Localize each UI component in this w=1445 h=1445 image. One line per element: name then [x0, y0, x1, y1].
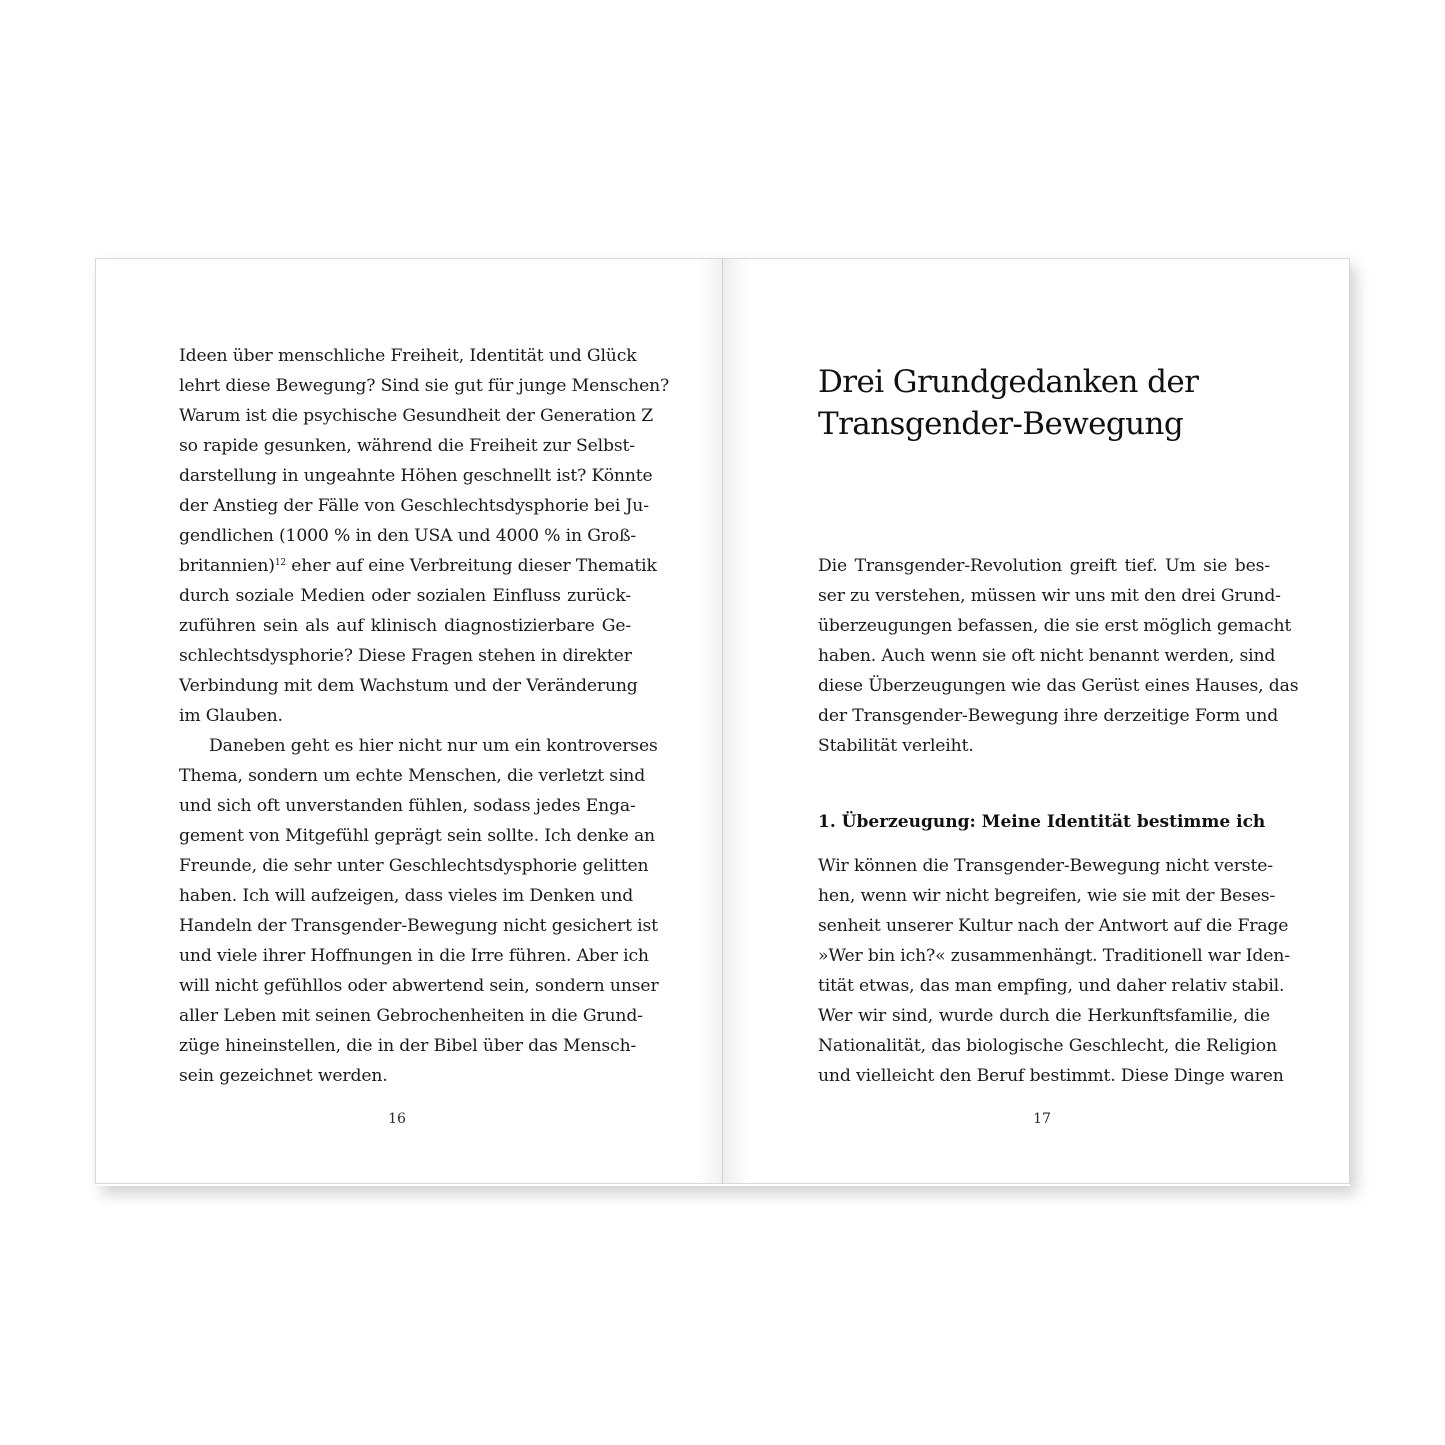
right-page	[722, 258, 1350, 1184]
body-line: Die Transgender-Revolution greift tief. Um sie bes-	[818, 556, 1270, 576]
body-line: haben. Ich will aufzeigen, dass vieles im Denken und	[179, 886, 634, 906]
page-number: 17	[1033, 1111, 1051, 1127]
footnote-marker: 12	[274, 558, 286, 568]
chapter-title-line: Drei Grundgedanken der	[818, 364, 1199, 400]
body-text: eher auf eine Verbreitung dieser Thematik	[285, 556, 657, 576]
body-line: zuführen sein als auf klinisch diagnostizierbare Ge-	[179, 616, 631, 636]
page-number: 16	[388, 1111, 406, 1127]
section-paragraph	[818, 851, 1290, 1091]
body-line: sein gezeichnet werden.	[179, 1066, 388, 1086]
body-line: so rapide gesunken, während die Freiheit zur Selbst-	[179, 436, 635, 456]
left-page-body	[179, 341, 670, 1091]
body-line: Handeln der Transgender-Bewegung nicht gesichert ist	[179, 916, 658, 936]
body-line: ser zu verstehen, müssen wir uns mit den drei Grund-	[818, 586, 1281, 606]
body-line: Daneben geht es hier nicht nur um ein kontroverses	[209, 736, 658, 756]
body-line: und vielleicht den Beruf bestimmt. Diese Dinge waren	[818, 1066, 1284, 1086]
body-line: Wer wir sind, wurde durch die Herkunftsfamilie, die	[818, 1006, 1270, 1026]
body-line: haben. Auch wenn sie oft nicht benannt werden, sind	[818, 646, 1276, 666]
body-line: durch soziale Medien oder sozialen Einfluss zurück-	[179, 586, 631, 606]
body-line: Warum ist die psychische Gesundheit der Generation Z	[179, 406, 654, 426]
body-line: Thema, sondern um echte Menschen, die verletzt sind	[179, 766, 646, 786]
body-line: gendlichen (1000 % in den USA und 4000 % in Groß-	[179, 526, 637, 546]
body-line: Ideen über menschliche Freiheit, Identität und Glück	[179, 346, 637, 366]
body-line: Wir können die Transgender-Bewegung nicht verste-	[818, 856, 1273, 876]
body-line: senheit unserer Kultur nach der Antwort auf die Frage	[818, 916, 1289, 936]
body-line: und sich oft unverstanden fühlen, sodass jedes Enga-	[179, 796, 636, 816]
chapter-title	[818, 361, 1298, 445]
body-line: tität etwas, das man empfing, und daher relativ stabil.	[818, 976, 1285, 996]
body-line: diese Überzeugungen wie das Gerüst eines Hauses, das	[818, 676, 1299, 696]
body-line: gement von Mitgefühl geprägt sein sollte. Ich denke an	[179, 826, 655, 846]
intro-paragraph	[818, 551, 1299, 761]
body-line: und viele ihrer Hoffnungen in die Irre führen. Aber ich	[179, 946, 649, 966]
body-line: aller Leben mit seinen Gebrochenheiten in die Grund-	[179, 1006, 643, 1026]
body-line: Verbindung mit dem Wachstum und der Veränderung	[179, 676, 638, 696]
body-line: »Wer bin ich?« zusammenhängt. Traditionell war Iden-	[818, 946, 1290, 966]
body-line: hen, wenn wir nicht begreifen, wie sie mit der Beses-	[818, 886, 1276, 906]
body-line: der Transgender-Bewegung ihre derzeitige Form und	[818, 706, 1279, 726]
section-heading: 1. Überzeugung: Meine Identität bestimme ich	[818, 812, 1266, 832]
book-spread	[95, 258, 1350, 1186]
body-line: lehrt diese Bewegung? Sind sie gut für junge Menschen?	[179, 376, 670, 396]
body-line-with-footnote	[179, 551, 657, 581]
body-line: der Anstieg der Fälle von Geschlechtsdysphorie bei Ju-	[179, 496, 649, 516]
body-line: will nicht gefühllos oder abwertend sein, sondern unser	[179, 976, 659, 996]
body-line: schlechtsdysphorie? Diese Fragen stehen in direkter	[179, 646, 632, 666]
chapter-title-line: Transgender-Bewegung	[818, 406, 1184, 442]
body-line: überzeugungen befassen, die sie erst möglich gemacht	[818, 616, 1292, 636]
body-line: Freunde, die sehr unter Geschlechtsdysphorie gelitten	[179, 856, 649, 876]
body-line: Nationalität, das biologische Geschlecht, die Religion	[818, 1036, 1277, 1056]
body-text: britannien)	[179, 556, 275, 576]
body-line: Stabilität verleiht.	[818, 736, 974, 756]
body-line: darstellung in ungeahnte Höhen geschnellt ist? Könnte	[179, 466, 653, 486]
body-line: züge hineinstellen, die in der Bibel über das Mensch-	[179, 1036, 637, 1056]
body-line: im Glauben.	[179, 706, 283, 726]
left-page	[95, 258, 723, 1184]
